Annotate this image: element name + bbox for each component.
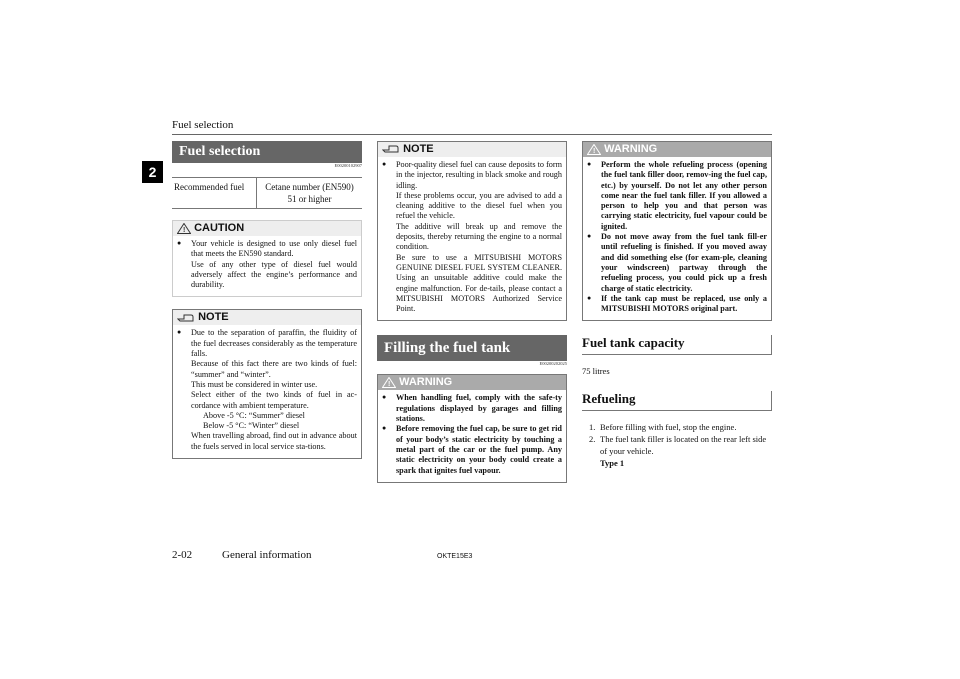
bullet-icon: ● [382, 425, 387, 433]
bullet-icon: ● [587, 161, 592, 168]
list-item: ● Poor-quality diesel fuel can cause deposits to form in the injector, resulting in black smoke and rough idling. [382, 160, 562, 190]
section-name: General information [222, 549, 312, 561]
column-3 [582, 141, 772, 469]
note-text: This must be considered in winter use. [191, 379, 318, 389]
bullet-icon: ● [177, 329, 182, 337]
running-header: Fuel selection [172, 119, 234, 131]
section-title-fuel-selection: Fuel selection [172, 141, 362, 163]
list-item: ● Before removing the fuel cap, be sure to get rid of your body’s static electricity by touching a metal part of the car or the fuel pump. Any static electricity on your body could create a spark that ignites fuel vapour. [382, 424, 562, 475]
note-label: NOTE [403, 143, 434, 155]
list-item: 2. The fuel tank filler is located on the rear left side of your vehicle. [589, 434, 767, 457]
heading-refueling: Refueling [582, 391, 772, 411]
fuel-table-value: Cetane number (EN590) 51 or higher [265, 182, 354, 204]
note-text: Be sure to use a MITSUBISHI MOTORS GENUINE DIESEL FUEL SYSTEM CLEANER. Using an unsuitable additive could make the engine malfunction. For de-tails, please contact a MITSUBISHI MOTORS Authorized Service Point. [396, 252, 562, 314]
bullet-icon: ● [587, 233, 592, 241]
warning-triangle-icon [382, 376, 396, 388]
note-box-1 [172, 309, 362, 459]
note-hand-icon [382, 143, 400, 155]
list-item: ● When handling fuel, comply with the safe-ty regulations displayed by garages and filling stations. [382, 393, 562, 424]
svg-text:!: ! [593, 147, 596, 155]
warning-box-2 [582, 141, 772, 321]
warning-header [378, 375, 566, 390]
list-item: ● Perform the whole refueling process (opening the fuel tank filler door, remov-ing the fuel cap, etc.) by yourself. Do not let any other person come near the fuel tank filler. If you allowed a person to help you and that person was carrying static electricity, fuel vapour could be ignited. [587, 160, 767, 231]
warning-box-1 [377, 374, 567, 482]
warning-triangle-icon [587, 143, 601, 155]
heading-fuel-tank-capacity: Fuel tank capacity [582, 335, 772, 355]
section-code: E00200102907 [334, 163, 362, 168]
note-hand-icon [177, 311, 195, 323]
note-text: Because of this fact there are two kinds of fuel: “summer” and “winter”. [191, 359, 357, 379]
bullet-icon: ● [382, 161, 387, 168]
note-header [378, 142, 566, 157]
warning-label: WARNING [604, 143, 658, 155]
warning-triangle-icon [177, 222, 191, 234]
note-header [173, 310, 361, 325]
caution-box [172, 220, 362, 297]
fuel-table [172, 177, 362, 209]
note-text: If these problems occur, you are advised to add a cleaning additive to the diesel fuel when you refuel the vehicle. [396, 190, 562, 221]
section-code: E00200202025 [539, 361, 567, 367]
svg-text:!: ! [183, 226, 186, 234]
capacity-value: 75 litres [582, 366, 610, 377]
page-number: 2-02 [172, 549, 193, 561]
bullet-icon: ● [587, 294, 592, 302]
note-label: NOTE [198, 311, 229, 324]
note-text: Below -5 °C: “Winter” diesel [203, 421, 300, 431]
list-item: ● Do not move away from the fuel tank fill-er until refueling is finished. If you moved away and did something else (for exam-ple, cleaning your windscreen) partway through the refueling process, you could pick up a fresh charge of static electricity. [587, 232, 767, 293]
caution-label: CAUTION [194, 222, 245, 234]
refueling-steps [582, 421, 772, 469]
bullet-icon: ● [177, 240, 182, 247]
document-code: OKTE15E3 [437, 553, 473, 560]
svg-text:!: ! [388, 381, 391, 389]
chapter-tab: 2 [142, 161, 163, 183]
warning-label: WARNING [399, 376, 453, 389]
column-2 [377, 141, 567, 483]
column-1 [172, 141, 362, 459]
header-rule [172, 134, 772, 135]
note-text: Above -5 °C: “Summer” diesel [203, 410, 305, 420]
list-item: ● If the tank cap must be replaced, use only a MITSUBISHI MOTORS original part. [587, 293, 767, 314]
note-text: The additive will break up and remove the deposits, thereby returning the engine to a normal condition. [396, 221, 562, 252]
note-text: Select either of the two kinds of fuel in ac-cordance with ambient temperature. [191, 390, 357, 410]
note-box-2 [377, 141, 567, 321]
warning-header [583, 142, 771, 157]
caution-header [173, 221, 361, 236]
list-item: 1. Before filling with fuel, stop the engine. [589, 422, 737, 433]
section-title-filling: Filling the fuel tank [377, 335, 567, 361]
list-item: ● Your vehicle is designed to use only diesel fuel that meets the EN590 standard. [177, 239, 357, 259]
caution-text-2: Use of any other type of diesel fuel would adversely affect the engine’s performance and durability. [191, 259, 357, 290]
type-label: Type 1 [600, 458, 625, 469]
fuel-table-label: Recommended fuel [172, 178, 257, 208]
list-item: ● Due to the separation of paraffin, the fluidity of the fuel decreases considerably as the temperature falls. [177, 328, 357, 359]
note-text: When travelling abroad, find out in advance about the fuels served in local service sta-tions. [191, 431, 357, 451]
bullet-icon: ● [382, 394, 387, 402]
